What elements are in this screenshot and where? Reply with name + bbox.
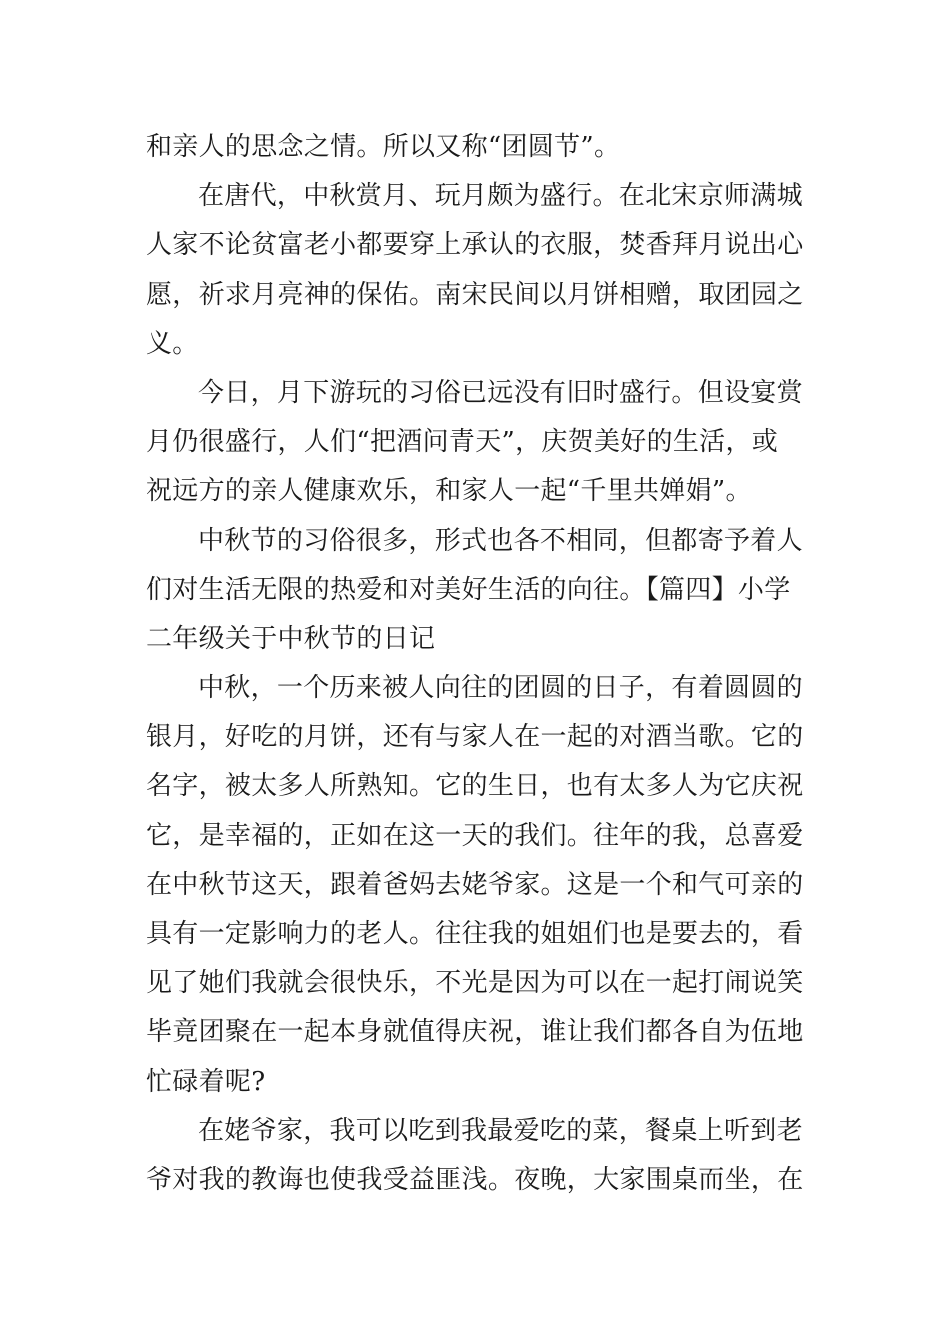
text-line: 忙碌着呢? (146, 1066, 266, 1097)
text-line: 愿，祈求月亮神的保佑。南宋民间以月饼相赠，取团园之 (146, 279, 804, 310)
text-line: 毕竟团聚在一起本身就值得庆祝，谁让我们都各自为伍地 (146, 1017, 804, 1048)
text-line: 月仍很盛行，人们“把酒问青天”，庆贺美好的生活，或 (146, 427, 779, 458)
text-line: 银月，好吃的月饼，还有与家人在一起的对酒当歌。它的 (146, 722, 804, 753)
text-line: 们对生活无限的热爱和对美好生活的向往。【篇四】小学 (146, 574, 791, 605)
text-line: 中秋，一个历来被人向往的团圆的日子，有着圆圆的 (198, 673, 803, 704)
text-line: 祝远方的亲人健康欢乐，和家人一起“千里共婵娟”。 (146, 476, 752, 507)
text-line: 在唐代，中秋赏月、玩月颇为盛行。在北宋京师满城 (198, 181, 803, 212)
text-line: 在姥爷家，我可以吃到我最爱吃的菜，餐桌上听到老 (198, 1115, 803, 1146)
text-line: 见了她们我就会很快乐，不光是因为可以在一起打闹说笑 (146, 968, 804, 999)
text-line: 在中秋节这天，跟着爸妈去姥爷家。这是一个和气可亲的 (146, 869, 804, 900)
text-line: 人家不论贫富老小都要穿上承认的衣服，焚香拜月说出心 (146, 230, 804, 261)
text-line: 中秋节的习俗很多，形式也各不相同，但都寄予着人 (198, 525, 803, 556)
body-text (146, 123, 806, 1205)
text-line: 二年级关于中秋节的日记 (146, 623, 436, 654)
text-line: 今日，月下游玩的习俗已远没有旧时盛行。但设宴赏 (198, 377, 803, 408)
text-line: 具有一定影响力的老人。往往我的姐姐们也是要去的，看 (146, 919, 804, 949)
text-line: 和亲人的思念之情。所以又称“团圆节”。 (146, 132, 621, 162)
text-line: 义。 (146, 328, 199, 359)
text-line: 名字，被太多人所熟知。它的生日，也有太多人为它庆祝 (146, 771, 804, 802)
text-line: 爷对我的教诲也使我受益匪浅。夜晚，大家围桌而坐，在 (146, 1164, 804, 1195)
text-line: 它，是幸福的，正如在这一天的我们。往年的我，总喜爱 (146, 820, 804, 851)
